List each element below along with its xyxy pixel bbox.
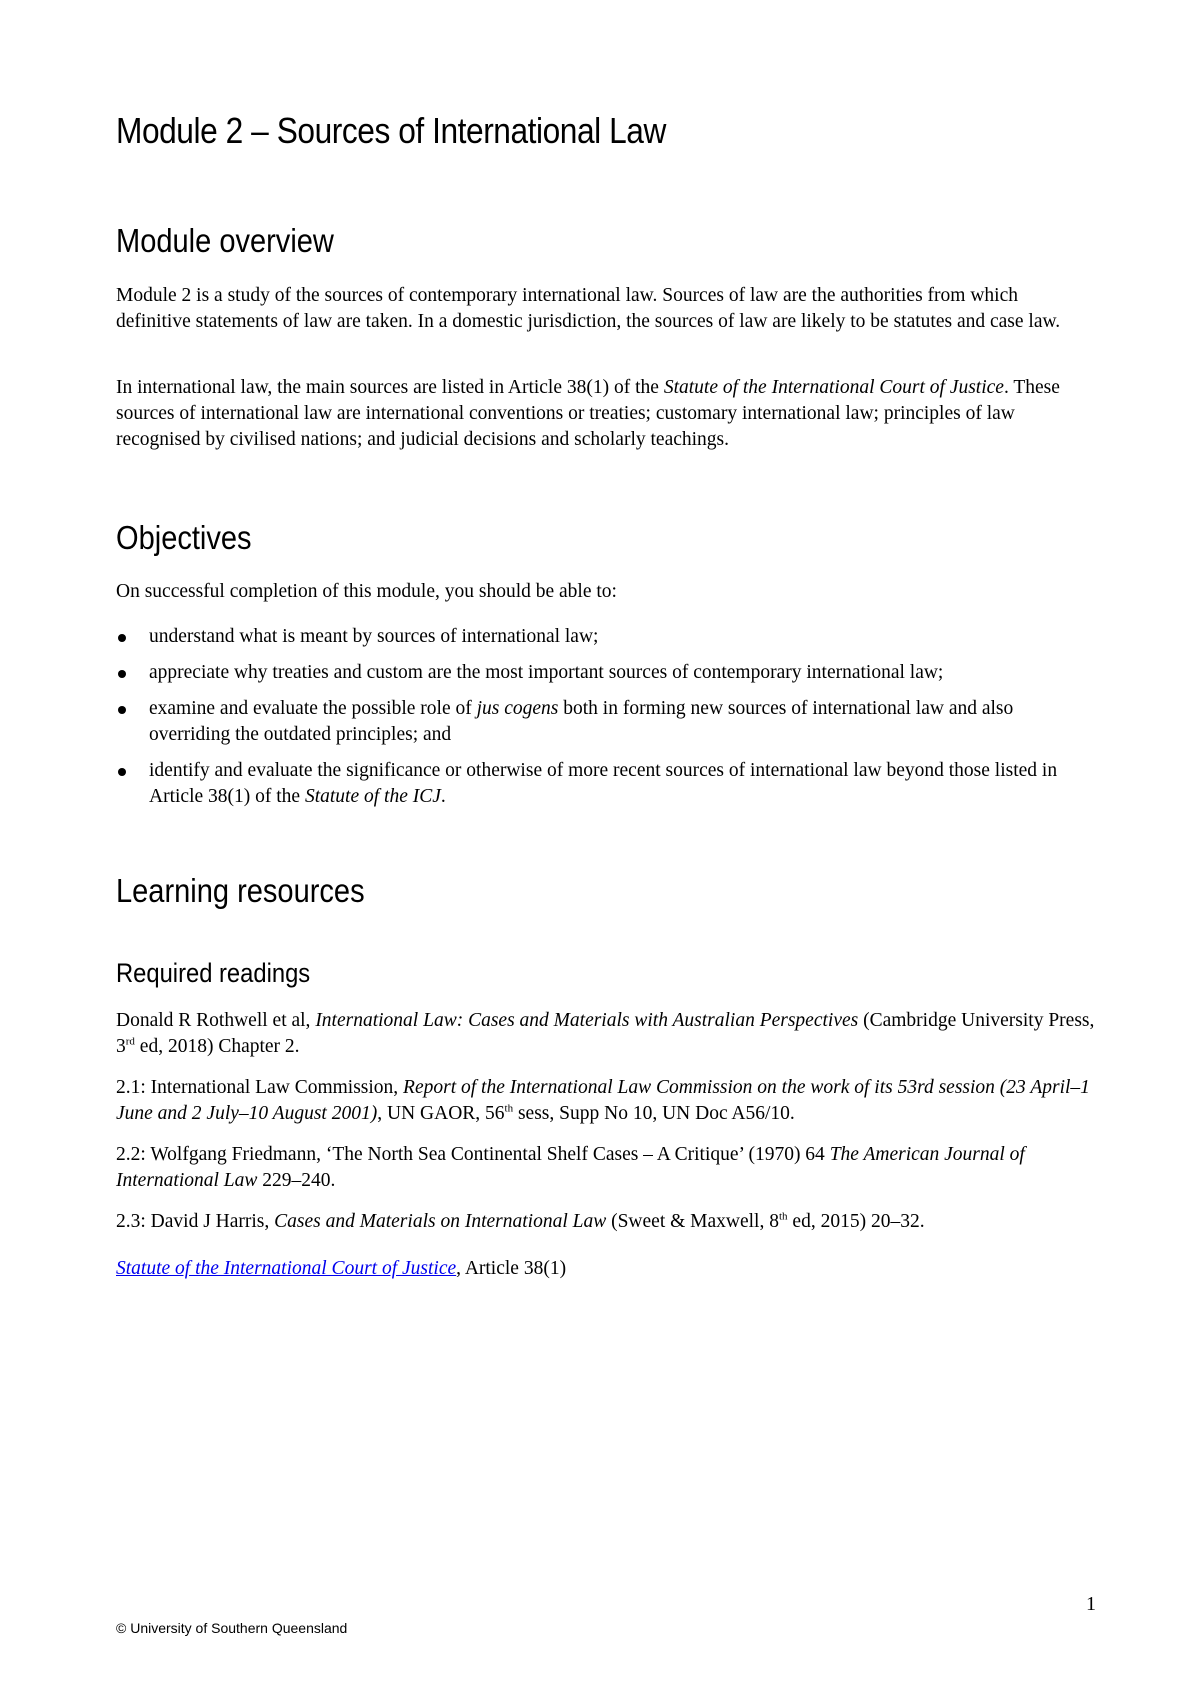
learning-resources-heading: Learning resources (116, 872, 365, 909)
page-number: 1 (1086, 1593, 1096, 1615)
reading-item: 2.1: International Law Commission, Report of the International Law Commission on the work of its 53rd session (23 April–1 June and 2 July–10 August 2001), UN GAOR, 56th sess, Supp No 10, UN Doc A56/10. (116, 1077, 1090, 1124)
bullet-icon (118, 670, 126, 678)
statute-icj-link[interactable]: Statute of the International Court of Justice (116, 1258, 457, 1279)
overview-heading: Module overview (116, 222, 334, 259)
reading-item: Donald R Rothwell et al, International Law: Cases and Materials with Australian Perspectives (Cambridge University Press, 3rd ed, 2018) Chapter 2. (116, 1010, 1095, 1057)
list-item: understand what is meant by sources of international law; (116, 624, 1096, 650)
bullet-icon (118, 706, 126, 714)
copyright-footer: © University of Southern Queensland (116, 1620, 348, 1636)
overview-paragraph-2: In international law, the main sources are listed in Article 38(1) of the Statute of the International Court of Justice. These sources of international law are international conventions or treaties; customary international law; principles of law recognised by civilised nations; and judicial decisions and scholarly teachings. (116, 377, 1060, 450)
list-item: examine and evaluate the possible role of jus cogens both in forming new sources of international law and also overriding the outdated principles; and (116, 696, 1096, 748)
required-readings-heading: Required readings (116, 958, 311, 988)
reading-item: 2.2: Wolfgang Friedmann, ‘The North Sea Continental Shelf Cases – A Critique’ (1970) 64 The American Journal of International Law 229–240. (116, 1144, 1025, 1191)
objectives-list (116, 624, 1096, 820)
list-item: appreciate why treaties and custom are the most important sources of contemporary international law; (116, 660, 1096, 686)
reading-item: Statute of the International Court of Justice, Article 38(1) (116, 1258, 567, 1279)
page-title: Module 2 – Sources of International Law (116, 110, 666, 151)
objectives-intro: On successful completion of this module, you should be able to: (116, 581, 617, 602)
overview-paragraph-1: Module 2 is a study of the sources of contemporary international law. Sources of law are the authorities from which definitive statements of law are taken. In a domestic jurisdiction, the sources of law are likely to be statutes and case law. (116, 285, 1061, 332)
bullet-icon (118, 768, 126, 776)
objectives-heading: Objectives (116, 519, 252, 556)
reading-item: 2.3: David J Harris, Cases and Materials on International Law (Sweet & Maxwell, 8th ed, 2015) 20–32. (116, 1210, 925, 1232)
list-item: identify and evaluate the significance or otherwise of more recent sources of international law beyond those listed in Article 38(1) of the Statute of the ICJ. (116, 758, 1096, 810)
bullet-icon (118, 634, 126, 642)
